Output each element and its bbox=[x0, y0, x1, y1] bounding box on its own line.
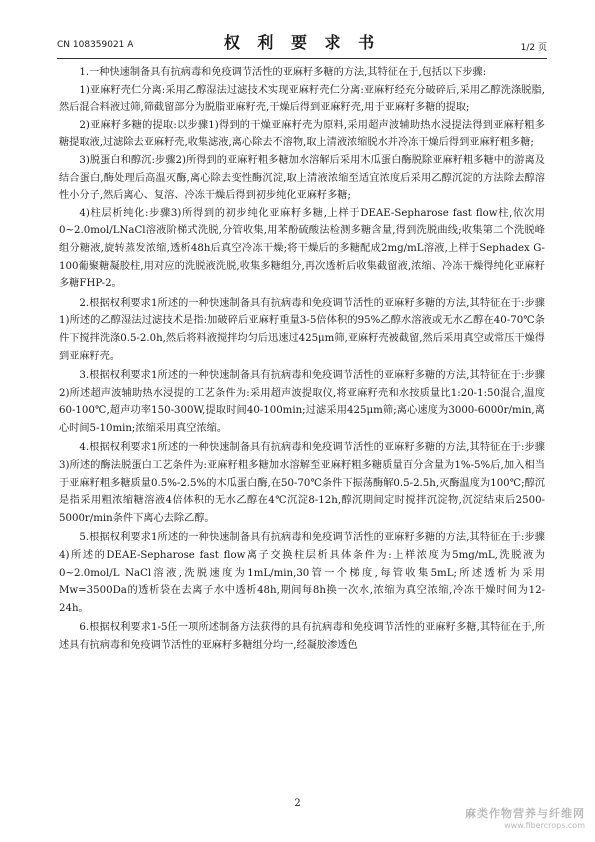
claim-1-step-3: 3)脱蛋白和醇沉:步骤2)所得到的亚麻籽粗多糖加水溶解后采用木瓜蛋白酶脱除亚麻籽粗多糖中的游离及结合蛋白,酶处理后高温灭酶,离心除去变性酶沉淀,取上清液浓缩至适宜浓度后采用乙醇沉淀的方法除去醇溶性小分子,然后离心、复溶、冷冻干燥后得到初步纯化亚麻籽多糖; bbox=[59, 154, 545, 202]
watermark bbox=[445, 808, 585, 832]
document-title: 权 利 要 求 书 bbox=[223, 33, 381, 52]
claim-3: 3.根据权利要求1所述的一种快速制备具有抗病毒和免疫调节活性的亚麻籽多糖的方法,其特征在于:步骤2)所述超声波辅助热水浸提的工艺条件为:采用超声波提取仪,将亚麻籽壳和水按质量比1:20-1:50混合,温度60-100℃,超声功率150-300W,提取时间40-100min;过滤采用425μm筛;离心速度为3000-6000r/min,离心时间5-10min;浓缩采用真空浓缩。 bbox=[59, 370, 545, 434]
watermark-site-name: 麻类作物营养与纤维网 bbox=[465, 807, 585, 820]
claim-6: 6.根据权利要求1-5任一项所述制备方法获得的具有抗病毒和免疫调节活性的亚麻籽多糖,其特征在于,所述具有抗病毒和免疫调节活性的亚麻籽多糖组分均一,经凝胶渗透色 bbox=[59, 622, 545, 651]
claim-1-step-2: 2)亚麻籽多糖的提取:以步骤1)得到的干燥亚麻籽壳为原料,采用超声波辅助热水浸提法得到亚麻籽粗多糖提取液,过滤除去亚麻籽壳,收集滤液,离心除去不溶物,取上清液浓缩脱水并冷冻干燥后得到亚麻籽粗多糖; bbox=[59, 119, 545, 149]
claim-5: 5.根据权利要求1所述的一种快速制备具有抗病毒和免疫调节活性的亚麻籽多糖的方法,其特征在于:步骤4)所述的DEAE-Sepharose fast flow离子交换柱层析具体条件为:上样浓度为5mg/mL,洗脱液为0~2.0mol/L NaCl溶液,洗脱速度为1mL/min,30管一个梯度,每管收集5mL;所述透析为采用Mw=3500Da的透析袋在去离子水中透析48h,期间每8h换一次水,浓缩为真空浓缩,冷冻干燥时间为12-24h。 bbox=[59, 532, 545, 614]
header-rule bbox=[57, 58, 547, 59]
claim-1-step-1: 1)亚麻籽壳仁分离:采用乙醇湿法过滤技术实现亚麻籽壳仁分离:亚麻籽经充分破碎后,采用乙醇洗涤脱脂,然后混合料液过筛,筛截留部分为脱脂亚麻籽壳,干燥后得到亚麻籽壳,用于亚麻籽多糖的提取; bbox=[59, 84, 545, 114]
claim-2: 2.根据权利要求1所述的一种快速制备具有抗病毒和免疫调节活性的亚麻籽多糖的方法,其特征在于:步骤1)所述的乙醇湿法过滤技术是指:加破碎后亚麻籽重量3-5倍体积的95%乙醇水溶液或无水乙醇在40-70℃条件下搅拌洗涤0.5-2.0h,然后将料液搅拌均匀后迅速过425μm筛,亚麻籽壳被截留,然后采用真空或常压干燥得到亚麻籽壳。 bbox=[59, 297, 545, 362]
page-number: 2 bbox=[294, 798, 301, 809]
watermark-url: www.fibercrops.com bbox=[504, 821, 585, 830]
claims-body bbox=[59, 64, 545, 655]
page-of-indicator: 1/2 页 bbox=[520, 43, 547, 53]
page-header bbox=[57, 30, 547, 56]
claim-4: 4.根据权利要求1所述的一种快速制备具有抗病毒和免疫调节活性的亚麻籽多糖的方法,其特征在于:步骤3)所述的酶法脱蛋白工艺条件为:亚麻籽粗多糖加水溶解至亚麻籽粗多糖质量百分含量为1%-5%后,加入相当于亚麻籽粗多糖质量0.5%-2.5%的木瓜蛋白酶,在50-70℃条件下振荡酶解0.5-2.5h,灭酶温度为100℃;醇沉是指采用粗浓缩糖溶液4倍体积的无水乙醇在4℃沉淀8-12h,醇沉期间定时搅拌沉淀物,沉淀结束后2500-5000r/min条件下离心去除乙醇。 bbox=[59, 442, 545, 524]
claim-1-step-4: 4)柱层析纯化:步骤3)所得到的初步纯化亚麻籽多糖,上样于DEAE-Sepharose fast flow柱,依次用0~2.0mol/LNaCl溶液阶梯式洗脱,分管收集,用苯酚硫酸法检测多糖含量,得到洗脱曲线;收集第二个洗脱峰组分糖液,旋转蒸发浓缩,透析48h后真空冷冻干燥;将干燥后的多糖配成2mg/mL溶液,上样于Sephadex G-100葡聚糖凝胶柱,用对应的洗脱液洗脱,收集多糖组分,再次透析后收集截留液,浓缩、冷冻干燥得纯化亚麻籽多糖FHP-2。 bbox=[59, 207, 545, 290]
document-number: CN 108359021 A bbox=[57, 40, 134, 50]
claim-1-intro: 1.一种快速制备具有抗病毒和免疫调节活性的亚麻籽多糖的方法,其特征在于,包括以下步骤: bbox=[79, 67, 487, 78]
